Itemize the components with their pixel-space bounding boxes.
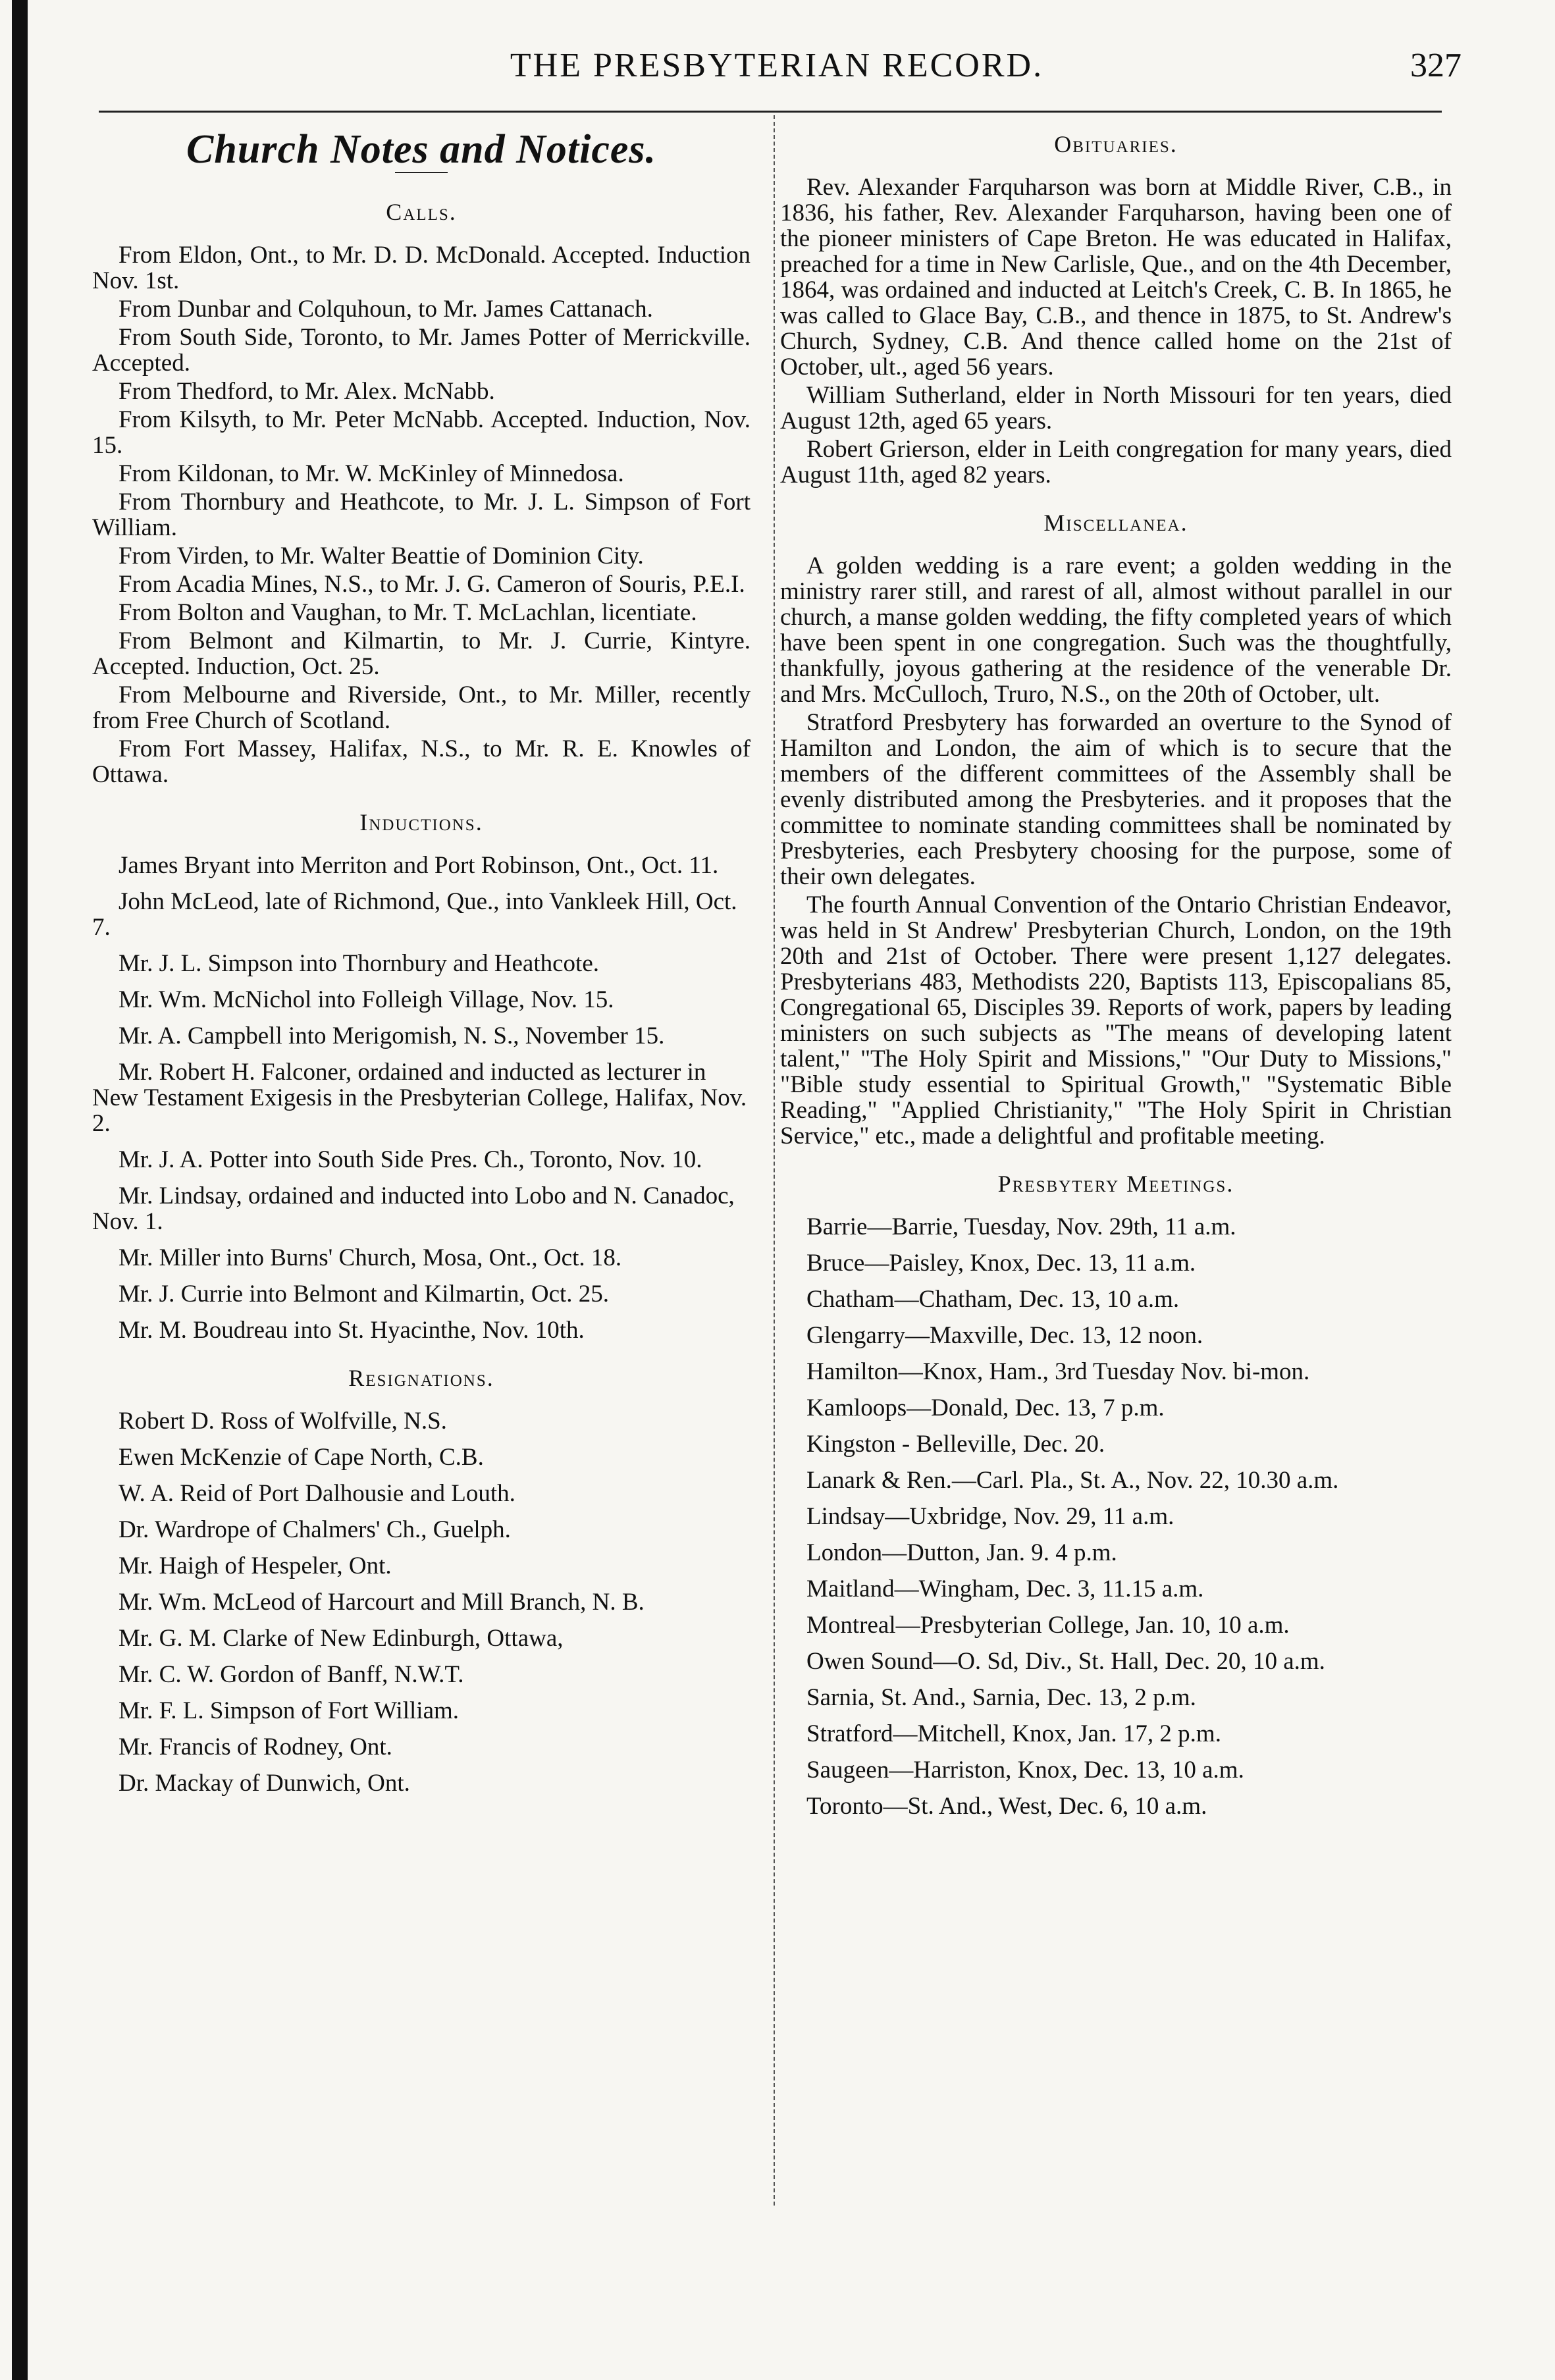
list-item: A golden wedding is a rare event; a golden wedding in the ministry rarer still, and rarest of all, almost without parallel in our church, a manse golden wedding, the fifty completed years of which have been spent in one congregation. Such was the thoughtfully, thankfully, joyous gathering at the residence of the venerable Dr. and Mrs. McCulloch, Truro, N.S., on the 20th of October, ult. (780, 552, 1452, 708)
list-item: From Bolton and Vaughan, to Mr. T. McLachlan, licentiate. (119, 599, 697, 626)
resignations-heading: Resignations. (348, 1365, 494, 1391)
list-item: Mr. A. Campbell into Merigomish, N. S., November 15. (119, 1022, 665, 1049)
list-item: Mr. G. M. Clarke of New Edinburgh, Ottawa, (119, 1625, 564, 1652)
list-item: Lanark & Ren.—Carl. Pla., St. A., Nov. 22, 10.30 a.m. (806, 1467, 1339, 1494)
list-item: Mr. Miller into Burns' Church, Mosa, Ont., Oct. 18. (119, 1244, 622, 1271)
list-item: From Eldon, Ont., to Mr. D. D. McDonald. Accepted. Induction Nov. 1st. (92, 242, 751, 294)
list-item: Rev. Alexander Farquharson was born at Middle River, C.B., in 1836, his father, Rev. Alexander Farquharson, having been one of the pioneer ministers of Cape Breton. He was educated in Halifax, preached for a time in New Carlisle, Que., and on the 4th December, 1864, was ordained and inducted at Leitch's Creek, C. B. In 1865, he was called to Glace Bay, C.B., and thence in 1875, to St. Andrew's Church, Sydney, C.B. And thence called home on the 21st of October, ult., aged 56 years. (780, 174, 1452, 381)
list-item: Mr. Francis of Rodney, Ont. (119, 1733, 392, 1760)
list-item: Toronto—St. And., West, Dec. 6, 10 a.m. (806, 1793, 1207, 1820)
list-item: From Virden, to Mr. Walter Beattie of Dominion City. (119, 542, 644, 569)
list-item: Ewen McKenzie of Cape North, C.B. (119, 1444, 484, 1471)
list-item: Mr. J. A. Potter into South Side Pres. Ch., Toronto, Nov. 10. (119, 1146, 702, 1173)
section-title: Church Notes and Notices. (186, 127, 656, 172)
list-item: Owen Sound—O. Sd, Div., St. Hall, Dec. 20, 10 a.m. (806, 1648, 1325, 1675)
miscellanea-list (780, 553, 1452, 1149)
list-item: Lindsay—Uxbridge, Nov. 29, 11 a.m. (806, 1503, 1174, 1530)
list-item: Bruce—Paisley, Knox, Dec. 13, 11 a.m. (806, 1250, 1196, 1277)
list-item: London—Dutton, Jan. 9. 4 p.m. (806, 1539, 1117, 1566)
list-item: Barrie—Barrie, Tuesday, Nov. 29th, 11 a.m. (806, 1213, 1236, 1240)
list-item: Stratford—Mitchell, Knox, Jan. 17, 2 p.m. (806, 1720, 1221, 1747)
list-item: Mr. Haigh of Hespeler, Ont. (119, 1552, 392, 1579)
running-title: THE PRESBYTERIAN RECORD. (510, 47, 1044, 84)
resignations-list (92, 1408, 751, 1796)
list-item: Dr. Mackay of Dunwich, Ont. (119, 1770, 410, 1797)
list-item: Kamloops—Donald, Dec. 13, 7 p.m. (806, 1394, 1165, 1421)
list-item: From Fort Massey, Halifax, N.S., to Mr. R. E. Knowles of Ottawa. (92, 735, 751, 788)
obituaries-list (780, 174, 1452, 488)
list-item: Maitland—Wingham, Dec. 3, 11.15 a.m. (806, 1575, 1204, 1602)
list-item: Robert D. Ross of Wolfville, N.S. (119, 1408, 447, 1435)
list-item: Mr. J. L. Simpson into Thornbury and Heathcote. (119, 950, 599, 977)
list-item: From Thedford, to Mr. Alex. McNabb. (119, 378, 495, 405)
list-item: Robert Grierson, elder in Leith congregation for many years, died August 11th, aged 82 years. (780, 436, 1452, 489)
list-item: William Sutherland, elder in North Missouri for ten years, died August 12th, aged 65 years. (780, 382, 1452, 435)
list-item: Mr. Wm. McLeod of Harcourt and Mill Branch, N. B. (119, 1589, 645, 1616)
list-item: Mr. J. Currie into Belmont and Kilmartin, Oct. 25. (119, 1281, 610, 1308)
list-item: Kingston - Belleville, Dec. 20. (806, 1431, 1105, 1458)
list-item: Sarnia, St. And., Sarnia, Dec. 13, 2 p.m. (806, 1684, 1196, 1711)
inductions-heading: Inductions. (359, 809, 483, 835)
list-item: From South Side, Toronto, to Mr. James Potter of Merrickville. Accepted. (92, 324, 751, 377)
list-item: Stratford Presbytery has forwarded an overture to the Synod of Hamilton and London, the aim of which is to secure that the members of the different committees of the Assembly shall be evenly distributed among the Presbyteries. and it proposes that the committee to nominate standing committees shall be nominated by Presbyteries, each Presbytery choosing for the purpose, some of their own delegates. (780, 709, 1452, 890)
page-edge-bar (12, 0, 28, 2380)
right-column (780, 125, 1452, 1830)
list-item: From Dunbar and Colquhoun, to Mr. James Cattanach. (119, 296, 653, 323)
header-rule (99, 111, 1442, 113)
list-item: From Thornbury and Heathcote, to Mr. J. L. Simpson of Fort William. (92, 489, 751, 541)
list-item: From Acadia Mines, N.S., to Mr. J. G. Cameron of Souris, P.E.I. (119, 571, 745, 598)
list-item: Mr. Lindsay, ordained and inducted into Lobo and N. Canadoc, Nov. 1. (92, 1182, 735, 1235)
presbytery-meetings-list (780, 1214, 1452, 1819)
list-item: Hamilton—Knox, Ham., 3rd Tuesday Nov. bi-mon. (806, 1358, 1310, 1385)
list-item: James Bryant into Merriton and Port Robinson, Ont., Oct. 11. (119, 852, 719, 879)
list-item: The fourth Annual Convention of the Ontario Christian Endeavor, was held in St Andrew' Presbyterian Church, London, on the 19th 20th and 21st of October. There were present 1,127 delegates. Presbyterians 483, Methodists 220, Baptists 113, Episcopalians 85, Congregational 65, Disciples 39. Reports of work, papers by leading ministers on such subjects as "The means of developing latent talent," "The Holy Spirit and Missions," "Our Duty to Missions," "Bible study essential to Spiritual Growth," "Systematic Bible Reading," "Applied Christianity," "The Holy Spirit in Christian Service," etc., made a delightful and profitable meeting. (780, 891, 1452, 1150)
list-item: Mr. C. W. Gordon of Banff, N.W.T. (119, 1661, 464, 1688)
list-item: Chatham—Chatham, Dec. 13, 10 a.m. (806, 1286, 1180, 1313)
list-item: From Melbourne and Riverside, Ont., to Mr. Miller, recently from Free Church of Scotland. (92, 681, 751, 734)
list-item: John McLeod, late of Richmond, Que., into Vankleek Hill, Oct. 7. (92, 888, 737, 941)
list-item: Montreal—Presbyterian College, Jan. 10, 10 a.m. (806, 1612, 1290, 1639)
list-item: Mr. Wm. McNichol into Folleigh Village, Nov. 15. (119, 986, 614, 1013)
miscellanea-heading: Miscellanea. (1043, 510, 1188, 536)
title-rule (395, 172, 448, 173)
list-item: Mr. M. Boudreau into St. Hyacinthe, Nov. 10th. (119, 1317, 585, 1344)
obituaries-heading: Obituaries. (1054, 131, 1178, 157)
column-divider (774, 115, 775, 2206)
list-item: From Belmont and Kilmartin, to Mr. J. Currie, Kintyre. Accepted. Induction, Oct. 25. (92, 627, 751, 680)
list-item: Dr. Wardrope of Chalmers' Ch., Guelph. (119, 1516, 511, 1543)
page-number: 327 (1410, 47, 1462, 84)
list-item: Mr. F. L. Simpson of Fort William. (119, 1697, 460, 1724)
presbytery-meetings-heading: Presbytery Meetings. (997, 1171, 1234, 1197)
list-item: Saugeen—Harriston, Knox, Dec. 13, 10 a.m. (806, 1757, 1244, 1784)
page-header (92, 46, 1462, 99)
list-item: Mr. Robert H. Falconer, ordained and inducted as lecturer in New Testament Exigesis in the Presbyterian College, Halifax, Nov. 2. (92, 1059, 747, 1137)
list-item: From Kildonan, to Mr. W. McKinley of Minnedosa. (119, 460, 624, 487)
list-item: From Kilsyth, to Mr. Peter McNabb. Accepted. Induction, Nov. 15. (92, 406, 751, 459)
calls-heading: Calls. (386, 199, 457, 225)
list-item: W. A. Reid of Port Dalhousie and Louth. (119, 1480, 515, 1507)
list-item: Glengarry—Maxville, Dec. 13, 12 noon. (806, 1322, 1203, 1349)
left-column (92, 125, 751, 1807)
inductions-list (92, 853, 751, 1343)
calls-list (92, 242, 751, 787)
